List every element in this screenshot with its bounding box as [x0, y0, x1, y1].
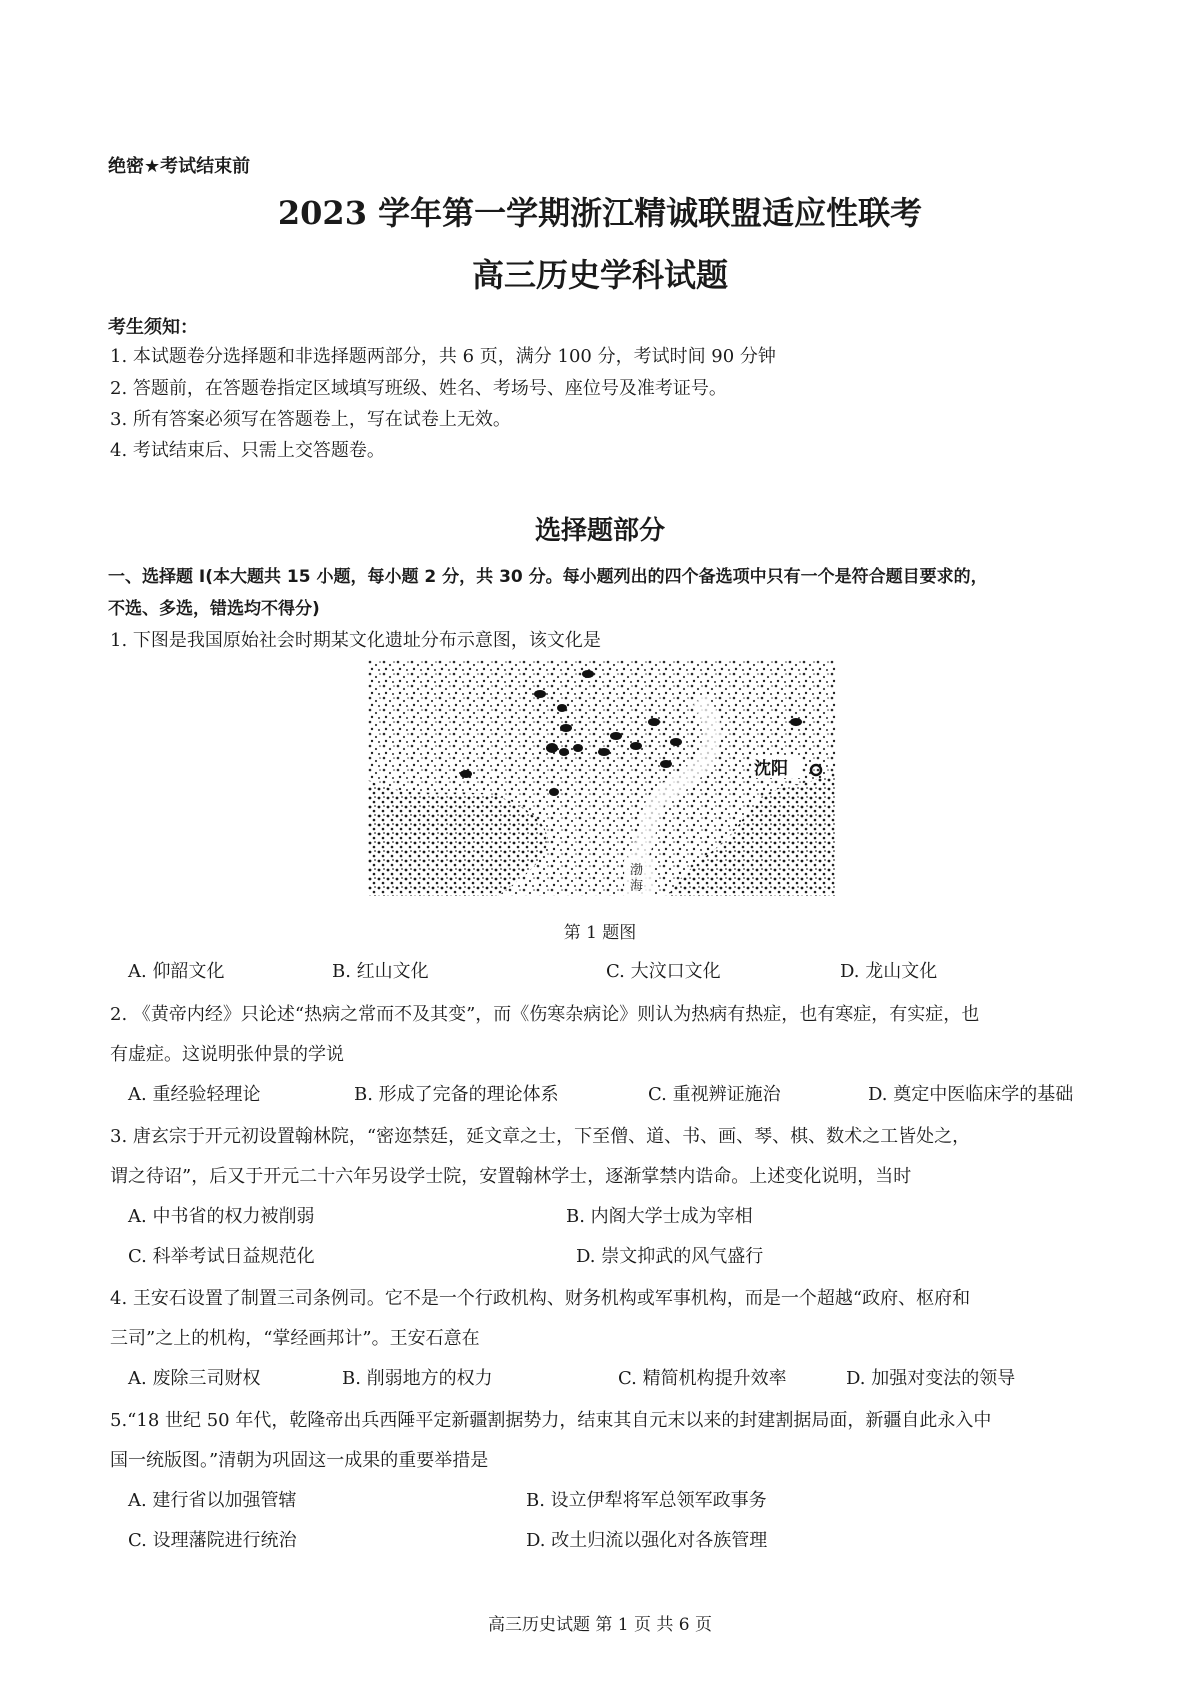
notice-item: 4. 考试结束后、只需上交答题卷。 — [110, 440, 385, 461]
question-1-stem: 1. 下图是我国原始社会时期某文化遗址分布示意图，该文化是 — [110, 630, 601, 651]
notice-item: 3. 所有答案必须写在答题卷上，写在试卷上无效。 — [110, 409, 511, 430]
site-marker — [648, 718, 660, 726]
section-title: 选择题部分 — [534, 516, 665, 546]
site-marker — [630, 742, 642, 750]
exam-title: 2023 学年第一学期浙江精诚联盟适应性联考 — [277, 194, 923, 232]
site-marker — [610, 732, 622, 740]
site-marker — [460, 770, 472, 778]
question-2-stem: 有虚症。这说明张仲景的学说 — [110, 1044, 344, 1065]
section-instruction: 不选、多选，错选均不得分) — [108, 599, 320, 619]
option-b: B. 内阁大学士成为宰相 — [566, 1206, 753, 1227]
site-marker — [546, 743, 558, 753]
option-b: B. 设立伊犁将军总领军政事务 — [526, 1490, 767, 1511]
site-marker — [582, 670, 594, 678]
site-marker — [598, 748, 610, 756]
option-c: C. 精简机构提升效率 — [618, 1368, 787, 1389]
site-distribution-map — [368, 660, 836, 896]
site-marker — [534, 690, 546, 698]
site-marker — [559, 748, 569, 756]
option-a: A. 建行省以加强管辖 — [128, 1490, 297, 1511]
notice-item: 2. 答题前，在答题卷指定区域填写班级、姓名、考场号、座位号及准考证号。 — [110, 378, 727, 399]
notice-heading: 考生须知： — [108, 317, 198, 338]
site-marker — [670, 738, 682, 746]
option-d: D. 改土归流以强化对各族管理 — [526, 1530, 768, 1551]
option-a: A. 中书省的权力被削弱 — [128, 1206, 315, 1227]
figure-caption: 第 1 题图 — [563, 923, 637, 943]
notice-item: 1. 本试题卷分选择题和非选择题两部分，共 6 页，满分 100 分，考试时间 90 分钟 — [110, 346, 776, 367]
site-marker — [560, 724, 572, 732]
option-c: C. 科举考试日益规范化 — [128, 1246, 315, 1267]
question-2-stem: 2. 《黄帝内经》只论述“热病之常而不及其变”，而《伤寒杂病论》则认为热病有热症，也有寒症，有实症，也 — [110, 1004, 980, 1025]
option-c: C. 大汶口文化 — [606, 961, 721, 982]
section-instruction: 一、选择题 I(本大题共 15 小题，每小题 2 分，共 30 分。每小题列出的四个备选项中只有一个是符合题目要求的， — [108, 567, 988, 587]
option-b: B. 形成了完备的理论体系 — [354, 1084, 559, 1105]
map-label-bo: 渤 — [630, 863, 644, 878]
option-a: A. 仰韶文化 — [128, 961, 225, 982]
page-footer: 高三历史试题 第 1 页 共 6 页 — [487, 1615, 713, 1635]
question-5-stem: 5.“18 世纪 50 年代，乾隆帝出兵西陲平定新疆割据势力，结束其自元末以来的封建割据局面，新疆自此永入中 — [110, 1410, 992, 1431]
site-marker — [549, 788, 559, 796]
option-b: B. 削弱地方的权力 — [342, 1368, 493, 1389]
option-c: C. 重视辨证施治 — [648, 1084, 781, 1105]
question-4-stem: 三司”之上的机构，“掌经画邦计”。王安石意在 — [110, 1328, 480, 1349]
option-a: A. 重经验轻理论 — [128, 1084, 261, 1105]
site-marker — [557, 704, 567, 712]
option-d: D. 龙山文化 — [840, 961, 938, 982]
map-label-hai: 海 — [630, 879, 644, 894]
exam-subtitle: 高三历史学科试题 — [471, 256, 728, 294]
question-3-stem: 谓之待诏”，后又于开元二十六年另设学士院，安置翰林学士，逐渐掌禁内诰命。上述变化说明，当时 — [110, 1166, 912, 1187]
map-label-shenyang: 沈阳 — [754, 759, 788, 779]
option-b: B. 红山文化 — [332, 961, 429, 982]
question-5-stem: 国一统版图。”清朝为巩固这一成果的重要举措是 — [110, 1450, 489, 1471]
option-c: C. 设理藩院进行统治 — [128, 1530, 297, 1551]
confidential-mark: 绝密★考试结束前 — [108, 156, 251, 177]
site-marker — [660, 760, 672, 768]
question-3-stem: 3. 唐玄宗于开元初设置翰林院，“密迩禁廷，延文章之士，下至僧、道、书、画、琴、棋、数术之工皆处之， — [110, 1126, 971, 1147]
option-d: D. 奠定中医临床学的基础 — [868, 1084, 1074, 1105]
option-d: D. 加强对变法的领导 — [846, 1368, 1016, 1389]
site-marker — [573, 744, 583, 752]
site-marker — [790, 718, 802, 726]
option-d: D. 崇文抑武的风气盛行 — [576, 1246, 764, 1267]
option-a: A. 废除三司财权 — [128, 1368, 261, 1389]
question-4-stem: 4. 王安石设置了制置三司条例司。它不是一个行政机构、财务机构或军事机构，而是一个超越“政府、枢府和 — [110, 1288, 971, 1309]
